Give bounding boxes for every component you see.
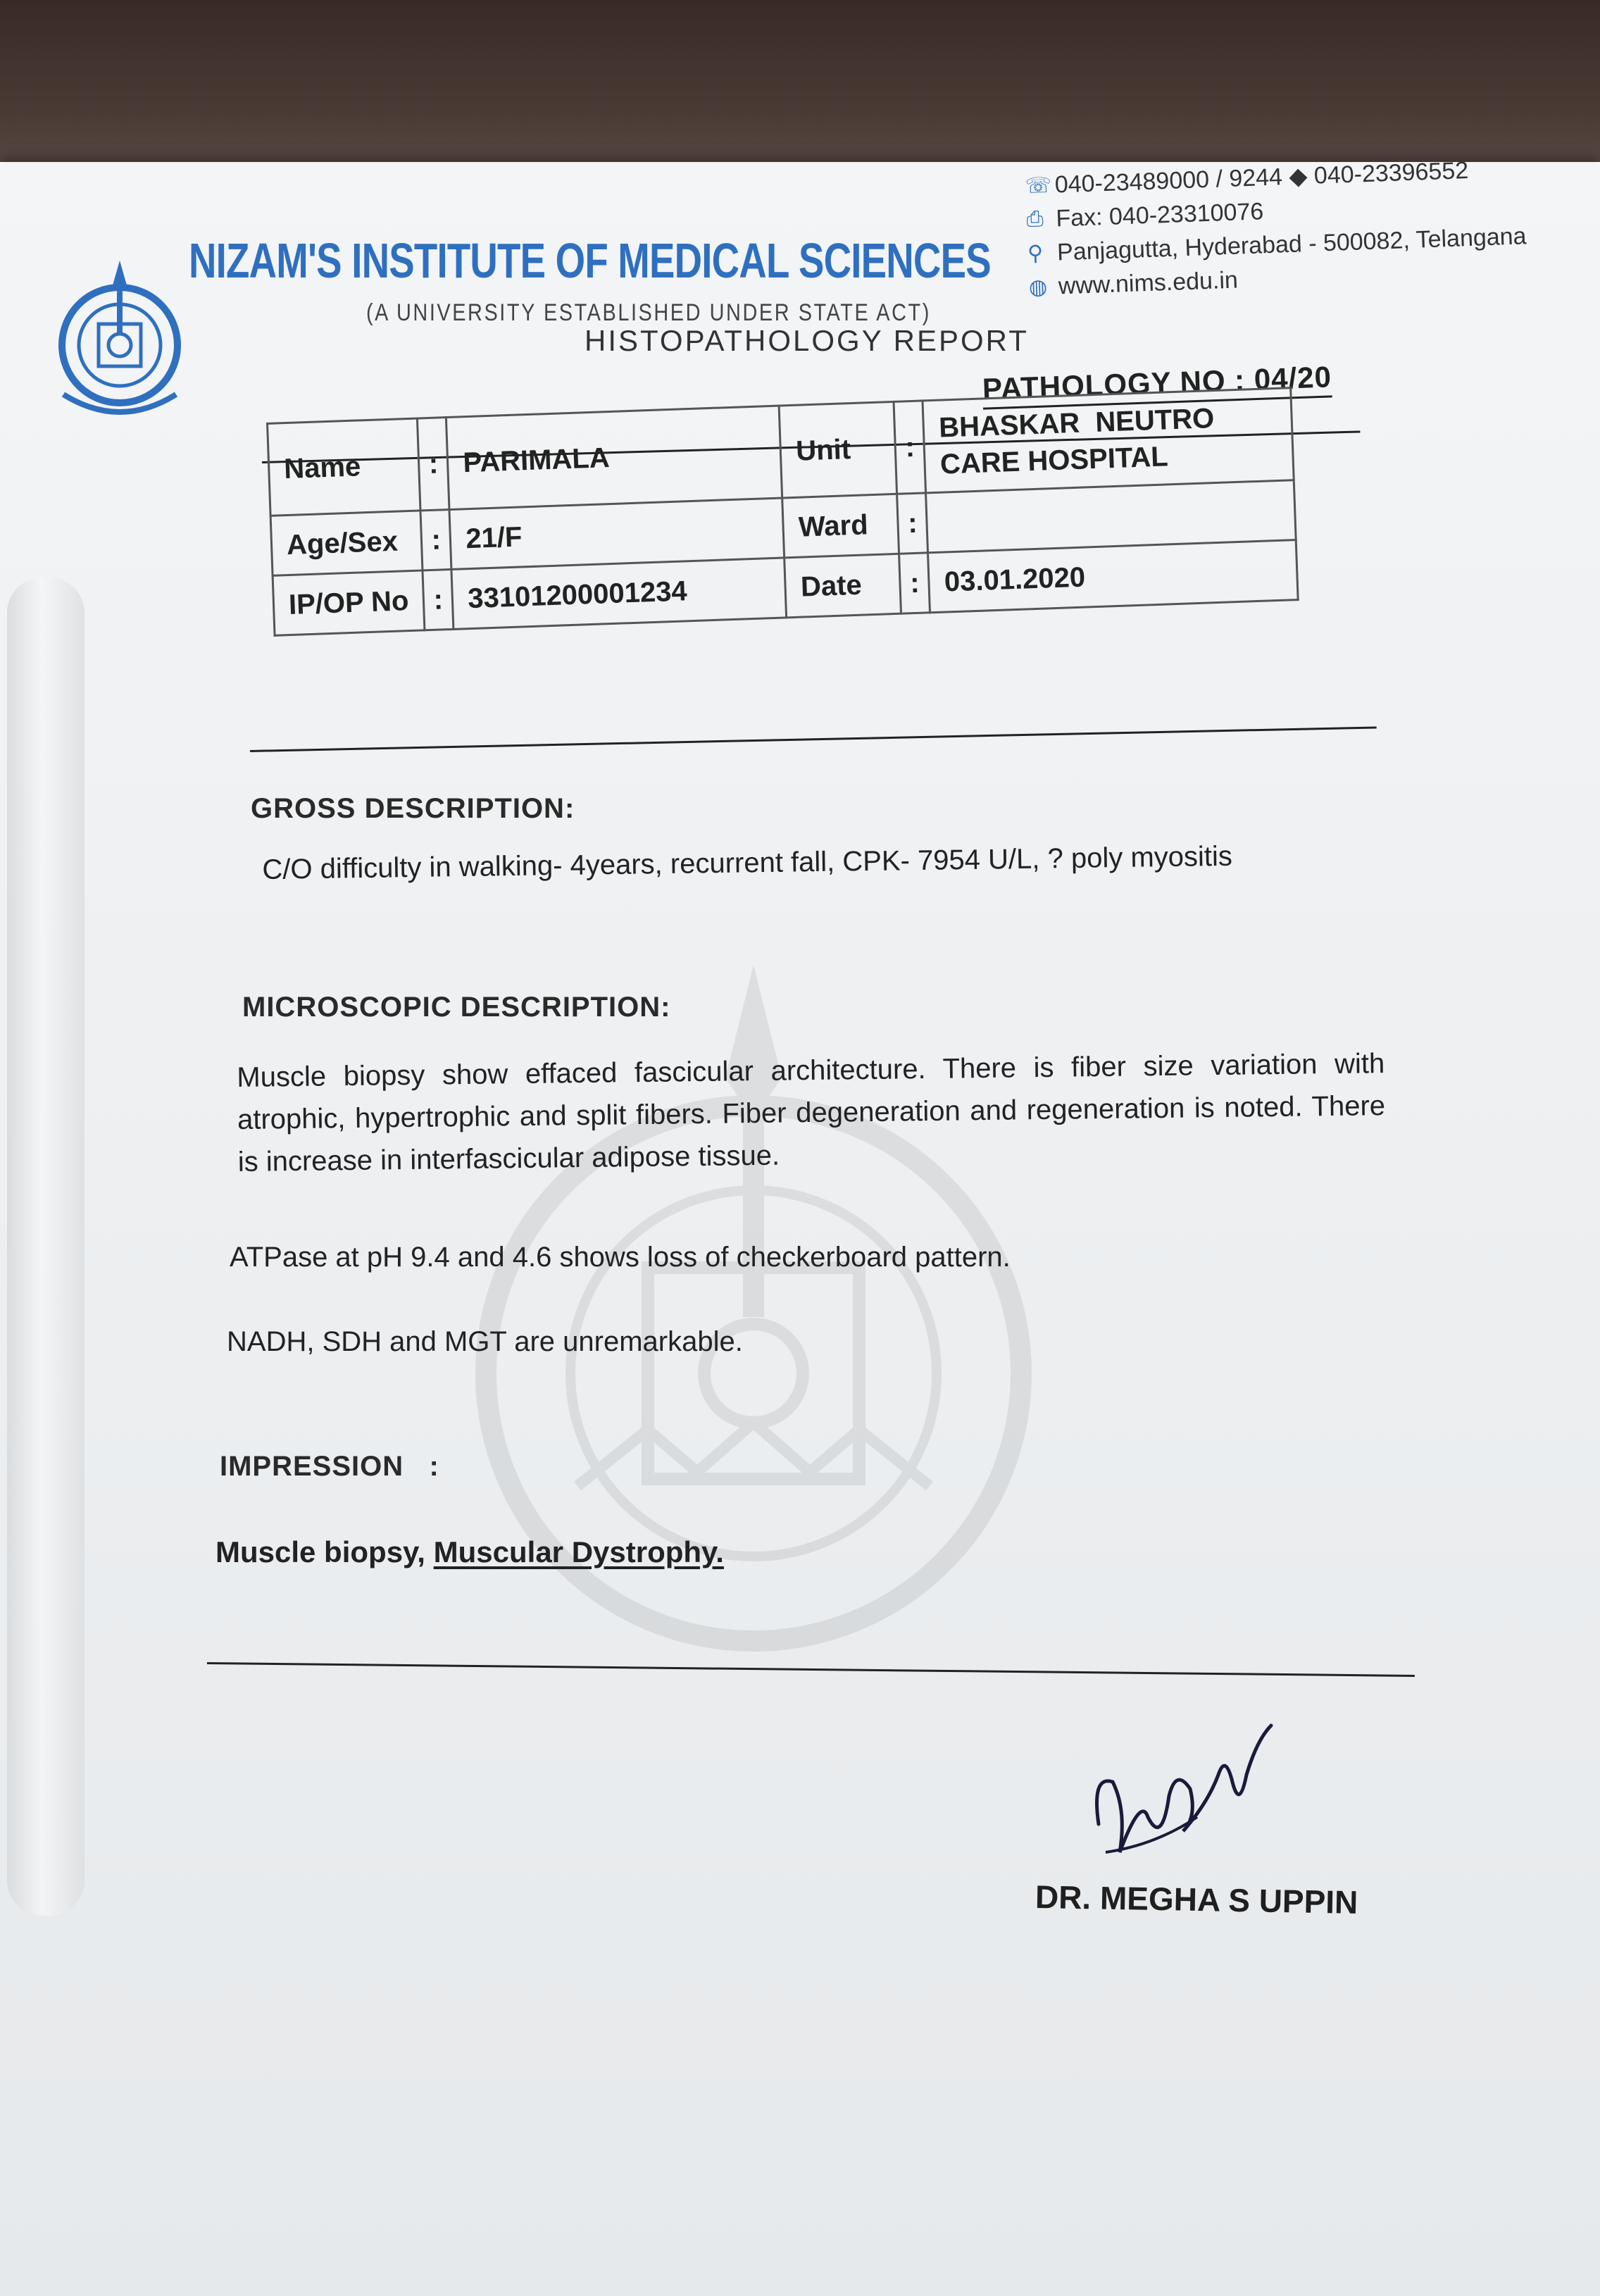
patient-info-table [266, 387, 1299, 637]
date-label: Date [785, 554, 901, 618]
globe-icon: ◍ [1028, 275, 1048, 299]
background-desk [0, 0, 1600, 183]
microscopic-heading: MICROSCOPIC DESCRIPTION: [242, 992, 671, 1023]
signatory-name: DR. MEGHA S UPPIN [1035, 1878, 1358, 1921]
contact-fax: Fax: 040-23310076 [1055, 197, 1264, 232]
contact-address: Panjagutta, Hyderabad - 500082, Telangana [1056, 222, 1527, 266]
ipop-value: 33101200001234 [451, 558, 787, 629]
institute-logo [49, 254, 190, 423]
gross-text: C/O difficulty in walking- 4years, recurrent fall, CPK- 7954 U/L, ? poly myositis [262, 840, 1233, 885]
unit-label: Unit [780, 401, 897, 498]
separator: : [423, 569, 454, 630]
microscopic-para2: ATPase at pH 9.4 and 4.6 shows loss of checkerboard pattern. [230, 1242, 1011, 1273]
contact-website: www.nims.edu.in [1058, 266, 1239, 299]
impression-prefix: Muscle biopsy, [215, 1535, 434, 1568]
microscopic-para1: Muscle biopsy show effaced fascicular architecture. There is fiber size variation with atrophic, hypertrophic and split fibers. Fiber degeneration and regeneration is noted. There is increase in interfascicular adipose tissue. [237, 1048, 1386, 1178]
unit-value-line2: CARE HOSPITAL [939, 441, 1169, 480]
impression-diagnosis: Muscular Dystrophy. [433, 1535, 724, 1568]
name-value: PARIMALA [446, 406, 782, 509]
pen-object [7, 578, 85, 1916]
date-value: 03.01.2020 [928, 540, 1299, 613]
name-label: Name [268, 418, 421, 516]
institute-subtitle: (A UNIVERSITY ESTABLISHED UNDER STATE ACT) [366, 299, 931, 326]
impression-text [215, 1535, 724, 1569]
agesex-value: 21/F [449, 498, 785, 569]
unit-value [923, 388, 1294, 493]
agesex-label: Age/Sex [270, 511, 423, 575]
phone-icon: ☏ [1025, 173, 1052, 198]
signature-icon [1085, 1711, 1282, 1888]
separator: : [899, 553, 930, 613]
separator: : [894, 401, 926, 494]
report-title: HISTOPATHOLOGY REPORT [585, 324, 1029, 357]
location-pin-icon: ⚲ [1027, 241, 1044, 266]
separator: : [418, 418, 450, 511]
separator: : [897, 493, 928, 554]
fax-icon: ⎙ [1025, 207, 1044, 231]
separator: : [420, 509, 451, 570]
unit-value-line1: BHASKAR NEUTRO [938, 403, 1215, 444]
ward-label: Ward [782, 494, 899, 558]
contact-block [1025, 150, 1578, 304]
pathology-number: PATHOLOGY NO : 04/20 [982, 360, 1332, 409]
impression-heading: IMPRESSION : [220, 1451, 439, 1482]
microscopic-para3: NADH, SDH and MGT are unremarkable. [227, 1326, 743, 1357]
contact-phone: 040-23489000 / 9244 ◆ 040-23396552 [1054, 157, 1469, 199]
ipop-label: IP/OP No [273, 570, 425, 635]
institute-name: NIZAM'S INSTITUTE OF MEDICAL SCIENCES [189, 233, 991, 288]
gross-heading: GROSS DESCRIPTION: [251, 793, 575, 824]
